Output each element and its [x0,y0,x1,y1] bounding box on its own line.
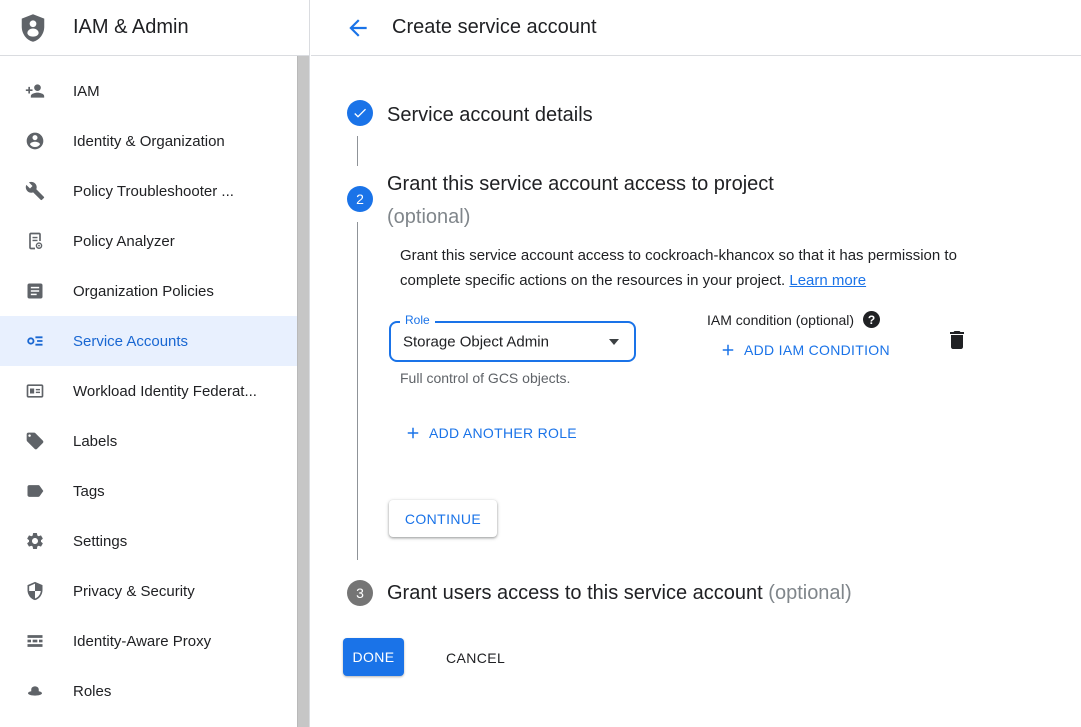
step2-heading [387,168,917,234]
step-connector [357,222,358,560]
sidebar-item-label: Roles [73,682,112,700]
id-card-icon [25,381,45,401]
iam-condition-label: IAM condition (optional) [707,311,855,328]
step1-title: Service account details [387,104,593,126]
document-icon [25,281,45,301]
sidebar-item-roles[interactable] [0,666,309,716]
delete-role-button[interactable] [945,328,969,352]
sidebar-item-policy-analyzer[interactable] [0,216,309,266]
iam-condition-label-row [707,311,880,328]
cancel-button-label: CANCEL [446,650,506,666]
tag-icon [25,431,45,451]
sidebar-item-labels[interactable] [0,416,309,466]
step2-number-badge [347,186,373,212]
proxy-grid-icon [25,631,45,651]
step3-number: 3 [356,585,364,601]
sidebar-item-label: Service Accounts [73,332,189,350]
page-title: Create service account [392,16,597,38]
sidebar-item-identity-aware-proxy[interactable] [0,616,309,666]
step1-complete-icon [347,100,373,126]
step3-optional-label: (optional) [768,582,852,604]
sidebar-item-label: Workload Identity Federat... [73,382,257,400]
service-account-icon [25,331,45,351]
sidebar-item-service-accounts[interactable] [0,316,309,366]
continue-button[interactable] [389,500,497,537]
hat-icon [25,681,45,701]
continue-button-label: CONTINUE [404,510,482,527]
sidebar-item-privacy-security[interactable] [0,566,309,616]
sidebar-item-settings[interactable] [0,516,309,566]
step-connector [357,136,358,166]
policy-analyzer-icon [25,231,45,251]
sidebar-item-organization-policies[interactable] [0,266,309,316]
trash-icon [945,328,969,352]
step3-heading [387,580,1047,606]
sidebar-nav [0,56,309,716]
sidebar-item-identity-organization[interactable] [0,116,309,166]
done-button-label: DONE [352,649,395,665]
add-another-role-label: ADD ANOTHER ROLE [429,425,577,441]
iam-admin-shield-icon [18,9,48,47]
account-circle-icon [25,131,45,151]
sidebar-item-label: Tags [73,482,105,500]
sidebar-scrollbar-thumb[interactable] [297,56,309,727]
sidebar [0,0,310,727]
add-iam-condition-button[interactable] [719,341,890,359]
sidebar-item-label: Policy Troubleshooter ... [73,182,234,200]
done-button[interactable] [343,638,404,676]
back-arrow-icon[interactable] [345,15,371,41]
cancel-button[interactable] [446,650,505,666]
step2-description-text: Grant this service account access to cockroach-khancox so that it has permission to complete specific actions on the resources in your project. [400,247,957,289]
plus-icon [719,341,737,359]
sidebar-item-label: Policy Analyzer [73,232,175,250]
learn-more-link[interactable]: Learn more [789,272,867,289]
caret-down-icon [609,339,619,345]
add-iam-condition-label: ADD IAM CONDITION [744,342,890,358]
gear-icon [25,531,45,551]
role-select[interactable] [389,313,636,362]
check-icon [352,105,368,121]
label-icon [25,481,45,501]
person-add-icon [25,81,45,101]
help-icon[interactable]: ? [863,311,880,328]
role-selected-value: Storage Object Admin [403,333,549,350]
sidebar-item-label: IAM [73,82,100,100]
product-title: IAM & Admin [73,16,189,38]
role-field-label: Role [400,313,435,327]
step2-title: Grant this service account access to project [387,173,774,195]
sidebar-item-label: Privacy & Security [73,582,195,600]
sidebar-item-label: Labels [73,432,118,450]
sidebar-item-label: Identity-Aware Proxy [73,632,212,650]
step2-optional-label: (optional) [387,206,471,228]
sidebar-item-policy-troubleshooter[interactable] [0,166,309,216]
sidebar-header [0,0,309,56]
role-helper-text: Full control of GCS objects. [400,370,571,386]
step3-title: Grant users access to this service account [387,582,763,604]
sidebar-item-label: Settings [73,532,128,550]
main-header [311,0,1081,56]
shield-icon [25,581,45,601]
plus-icon [404,424,422,442]
sidebar-item-tags[interactable] [0,466,309,516]
step2-description [400,243,982,293]
sidebar-item-iam[interactable] [0,66,309,116]
sidebar-item-workload-identity-federation[interactable] [0,366,309,416]
step3-number-badge [347,580,373,606]
sidebar-item-label: Identity & Organization [73,132,225,150]
wrench-icon [25,181,45,201]
sidebar-item-label: Organization Policies [73,282,214,300]
step2-number: 2 [356,191,364,207]
add-another-role-button[interactable] [404,424,577,442]
